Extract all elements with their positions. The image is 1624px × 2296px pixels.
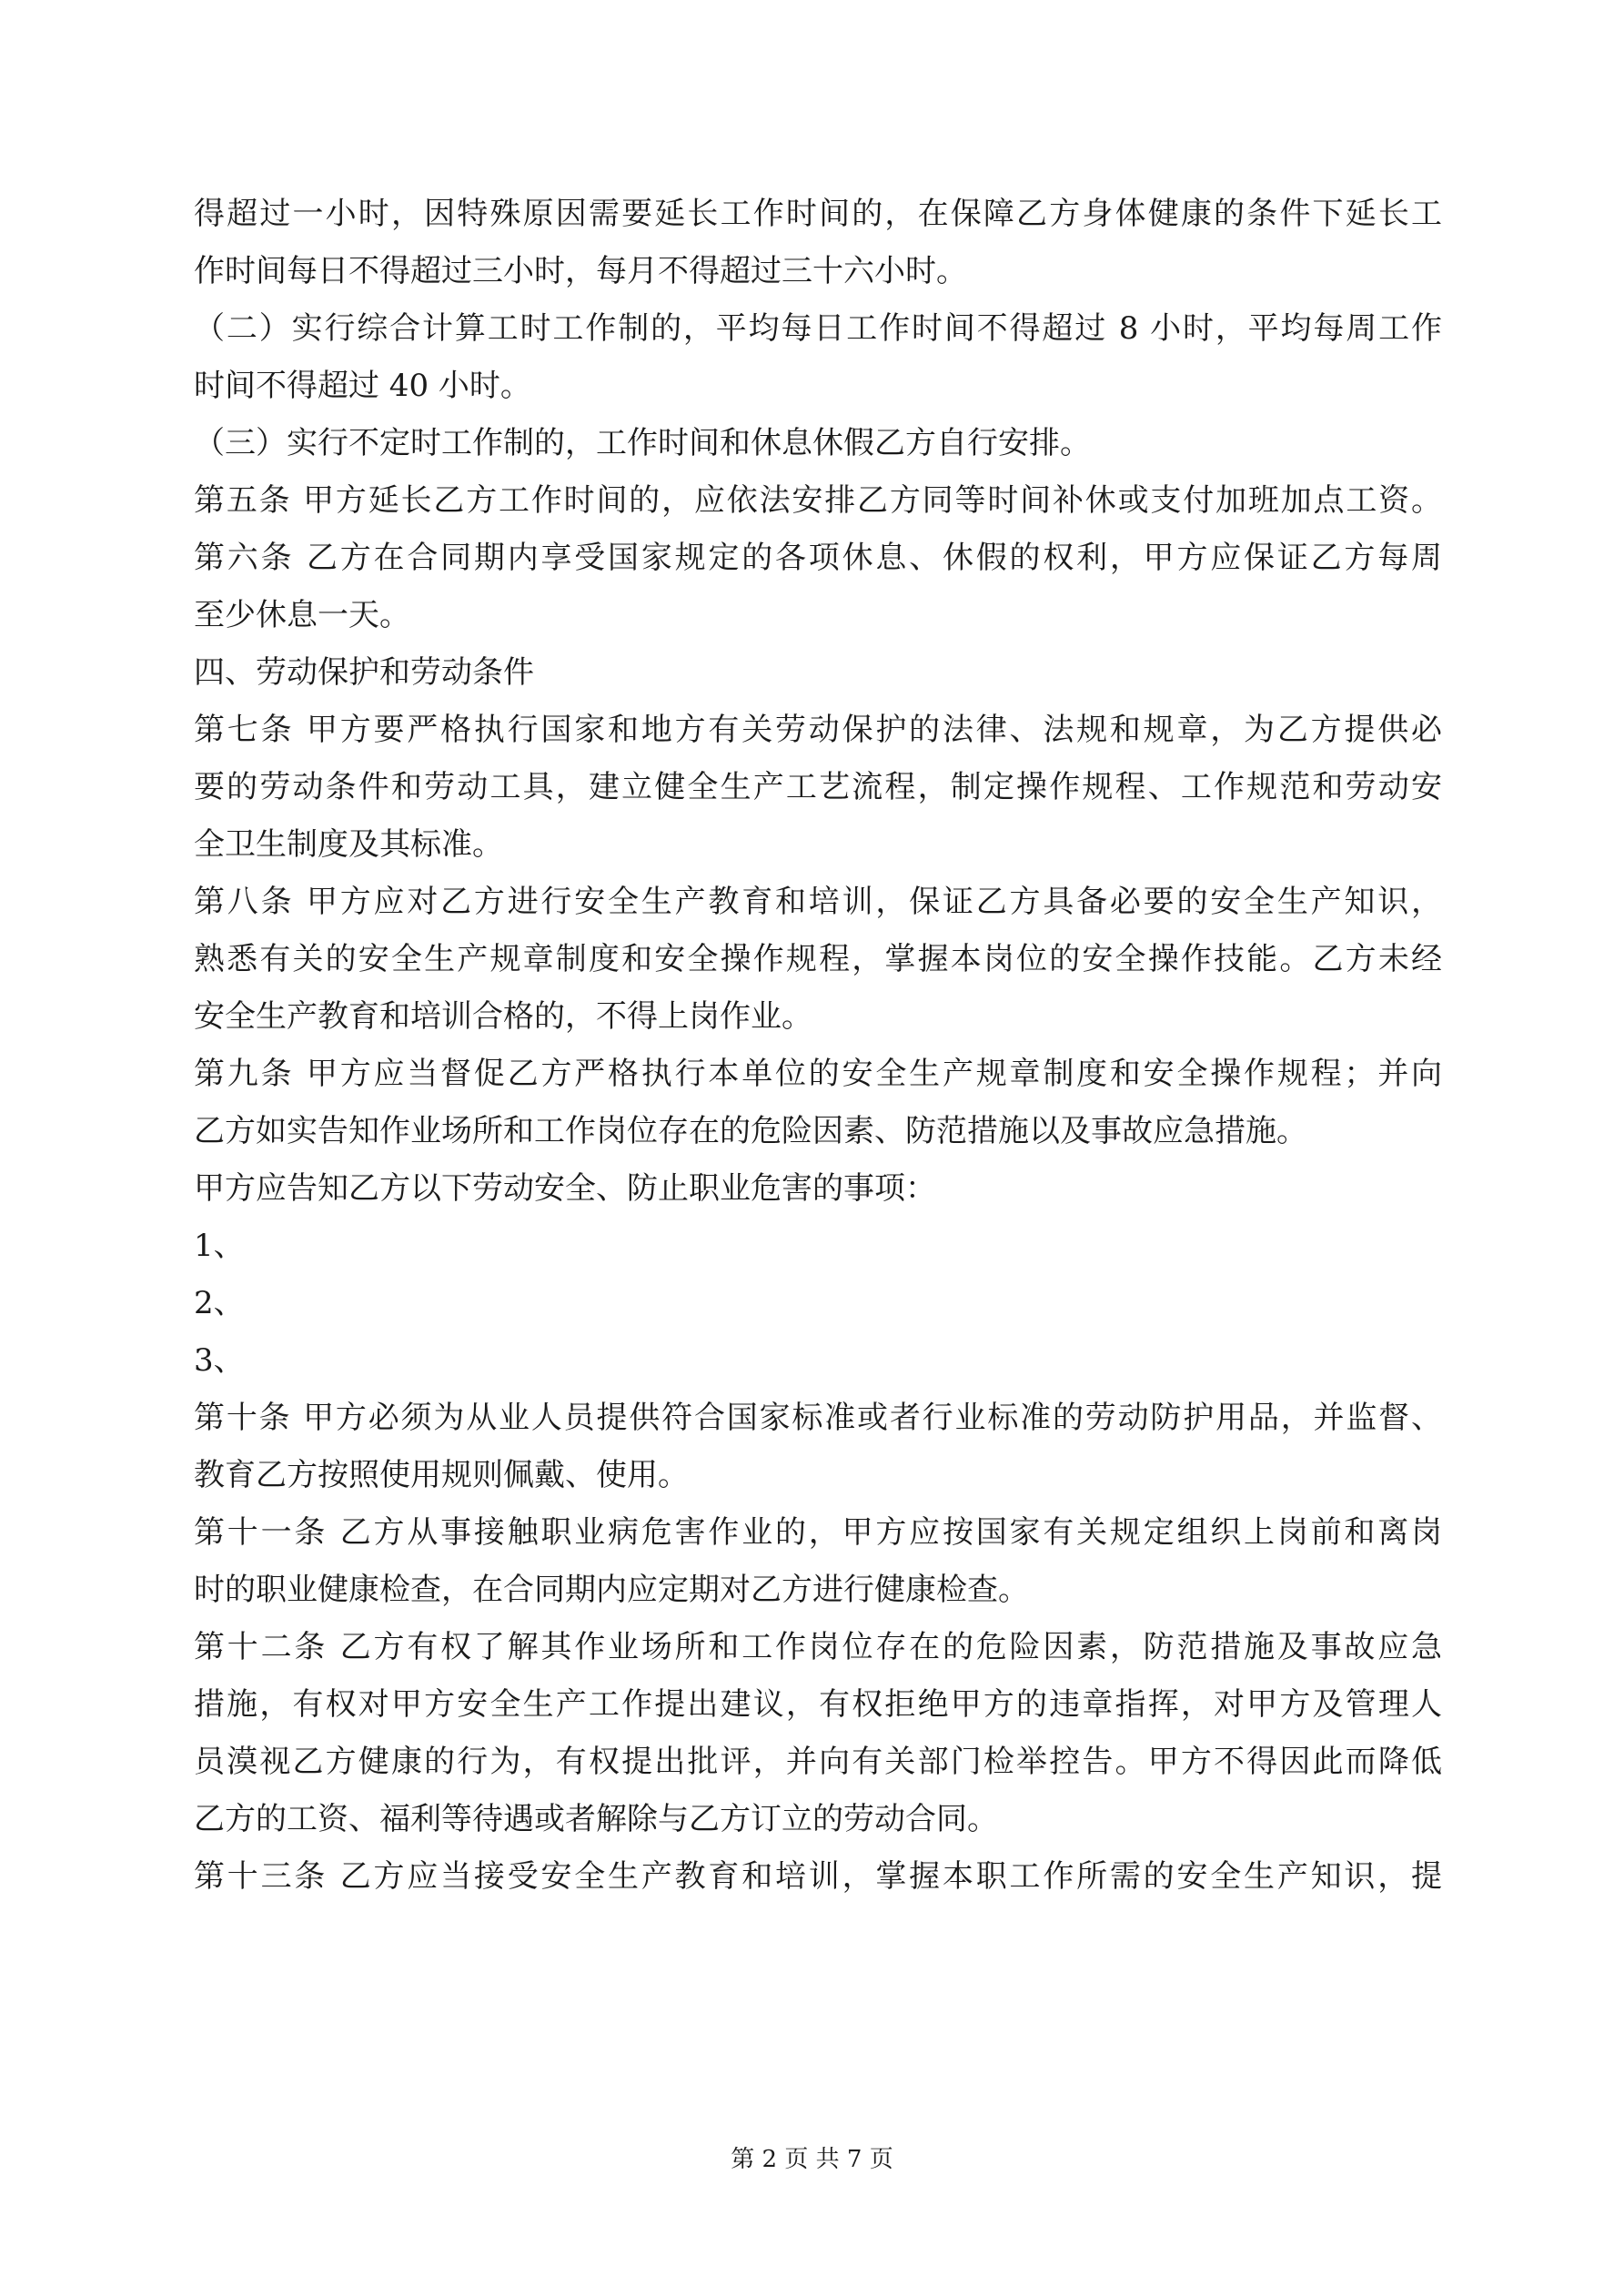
text-line: 甲方应告知乙方以下劳动安全、防止职业危害的事项： bbox=[194, 1170, 936, 1207]
text-line: （二）实行综合计算工时工作制的，平均每日工作时间不得超过 8 小时，平均每周工作 bbox=[194, 310, 1442, 347]
text-line: 第五条 甲方延长乙方工作时间的，应依法安排乙方同等时间补休或支付加班加点工资。 bbox=[194, 482, 1442, 519]
text-line: 乙方的工资、福利等待遇或者解除与乙方订立的劳动合同。 bbox=[194, 1801, 998, 1837]
text-line: 时间不得超过 40 小时。 bbox=[194, 368, 531, 404]
text-line: 全卫生制度及其标准。 bbox=[194, 826, 503, 863]
text-line: 员漠视乙方健康的行为，有权提出批评，并向有关部门检举控告。甲方不得因此而降低 bbox=[194, 1744, 1442, 1780]
text-line: 措施，有权对甲方安全生产工作提出建议，有权拒绝甲方的违章指挥，对甲方及管理人 bbox=[194, 1686, 1442, 1723]
document-body bbox=[194, 186, 1442, 1906]
page-footer: 第 2 页 共 7 页 bbox=[731, 2146, 893, 2173]
section-heading: 四、劳动保护和劳动条件 bbox=[194, 654, 534, 691]
text-line: （三）实行不定时工作制的，工作时间和休息休假乙方自行安排。 bbox=[194, 425, 1091, 461]
text-line: 作时间每日不得超过三小时，每月不得超过三十六小时。 bbox=[194, 253, 967, 289]
text-line: 乙方如实告知作业场所和工作岗位存在的危险因素、防范措施以及事故应急措施。 bbox=[194, 1113, 1307, 1149]
text-line: 熟悉有关的安全生产规章制度和安全操作规程，掌握本岗位的安全操作技能。乙方未经 bbox=[194, 941, 1442, 977]
text-line: 安全生产教育和培训合格的，不得上岗作业。 bbox=[194, 998, 812, 1035]
text-line: 得超过一小时，因特殊原因需要延长工作时间的，在保障乙方身体健康的条件下延长工 bbox=[194, 196, 1442, 232]
list-item: 3、 bbox=[194, 1342, 245, 1379]
list-item: 1、 bbox=[194, 1228, 245, 1264]
text-line: 教育乙方按照使用规则佩戴、使用。 bbox=[194, 1457, 689, 1493]
text-line: 要的劳动条件和劳动工具，建立健全生产工艺流程，制定操作规程、工作规范和劳动安 bbox=[194, 769, 1442, 805]
list-item: 2、 bbox=[194, 1285, 245, 1321]
text-line: 时的职业健康检查，在合同期内应定期对乙方进行健康检查。 bbox=[194, 1572, 1029, 1608]
text-line: 第七条 甲方要严格执行国家和地方有关劳动保护的法律、法规和规章，为乙方提供必 bbox=[194, 712, 1442, 748]
text-line: 第十二条 乙方有权了解其作业场所和工作岗位存在的危险因素，防范措施及事故应急 bbox=[194, 1629, 1442, 1665]
text-line: 第九条 甲方应当督促乙方严格执行本单位的安全生产规章制度和安全操作规程；并向 bbox=[194, 1056, 1442, 1092]
text-line: 至少休息一天。 bbox=[194, 597, 410, 633]
text-line: 第十条 甲方必须为从业人员提供符合国家标准或者行业标准的劳动防护用品，并监督、 bbox=[194, 1400, 1442, 1436]
text-line: 第八条 甲方应对乙方进行安全生产教育和培训，保证乙方具备必要的安全生产知识， bbox=[194, 884, 1442, 920]
text-line: 第十三条 乙方应当接受安全生产教育和培训，掌握本职工作所需的安全生产知识，提 bbox=[194, 1858, 1442, 1895]
text-line: 第十一条 乙方从事接触职业病危害作业的，甲方应按国家有关规定组织上岗前和离岗 bbox=[194, 1514, 1442, 1551]
text-line: 第六条 乙方在合同期内享受国家规定的各项休息、休假的权利，甲方应保证乙方每周 bbox=[194, 540, 1442, 576]
